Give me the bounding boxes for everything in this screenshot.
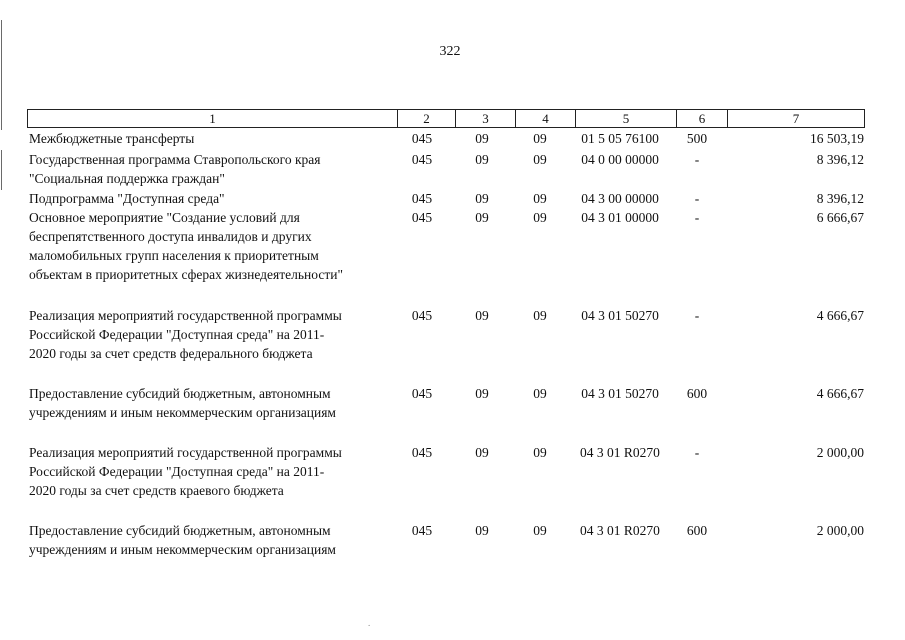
row-name [29,150,401,188]
cell-col-7: 6 666,67 [816,210,864,225]
cell-col-2: 045 [411,152,433,167]
row-name [29,384,401,422]
row-name [29,521,401,559]
row-name-line: 2020 годы за счет средств федерального бюджета [29,346,313,361]
cell-col-3: 09 [475,445,489,460]
cell-col-6: 600 [686,386,708,401]
row-name-line: беспрепятственного доступа инвалидов и других [29,229,312,244]
cell-col-4: 09 [533,523,547,538]
cell-col-7: 16 503,19 [810,131,864,146]
row-name-line: Реализация мероприятий государственной программы [29,308,342,323]
cell-col-4: 09 [533,386,547,401]
cell-col-6: 500 [686,131,708,146]
header-cell-5: 5 [575,110,676,127]
footer-mark: . [368,618,371,628]
cell-col-3: 09 [475,210,489,225]
row-name-line: "Социальная поддержка граждан" [29,171,225,186]
row-name [29,443,401,500]
row-name-line: Подпрограмма "Доступная среда" [29,191,225,206]
cell-col-4: 09 [533,131,547,146]
header-cell-2: 2 [397,110,455,127]
row-name-line: Реализация мероприятий государственной программы [29,445,342,460]
row-name-line: Российской Федерации "Доступная среда" на 2011- [29,464,325,479]
page-number: 322 [439,44,461,59]
cell-col-6: - [694,445,700,460]
row-name [29,208,401,284]
cell-col-3: 09 [475,131,489,146]
row-name-line: Основное мероприятие "Создание условий для [29,210,300,225]
cell-col-6: - [694,152,700,167]
cell-col-3: 09 [475,191,489,206]
cell-col-7: 2 000,00 [816,445,864,460]
cell-col-2: 045 [411,386,433,401]
cell-col-3: 09 [475,386,489,401]
cell-col-2: 045 [411,131,433,146]
cell-col-6: 600 [686,523,708,538]
cell-col-5: 04 3 01 50270 [581,386,659,401]
row-name [29,189,401,208]
row-name-line: Предоставление субсидий бюджетным, автономным [29,386,331,401]
table-header-row [27,109,865,128]
cell-col-7: 4 666,67 [816,308,864,323]
cell-col-3: 09 [475,523,489,538]
row-name-line: Предоставление субсидий бюджетным, автономным [29,523,331,538]
cell-col-4: 09 [533,445,547,460]
cell-col-2: 045 [411,210,433,225]
cell-col-4: 09 [533,308,547,323]
cell-col-7: 8 396,12 [816,152,864,167]
row-name-line: объектам в приоритетных сферах жизнедеятельности" [29,267,343,282]
cell-col-3: 09 [475,308,489,323]
row-name-line: Государственная программа Ставропольского края [29,152,321,167]
cell-col-2: 045 [411,523,433,538]
row-name [29,306,401,363]
cell-col-7: 4 666,67 [816,386,864,401]
header-cell-1: 1 [209,111,216,126]
row-name-line: Российской Федерации "Доступная среда" на 2011- [29,327,325,342]
cell-col-5: 04 3 01 R0270 [580,445,660,460]
row-name-line: учреждениям и иным некоммерческим организациям [29,542,336,557]
cell-col-5: 01 5 05 76100 [581,131,659,146]
row-name [29,129,401,148]
cell-col-4: 09 [533,210,547,225]
cell-col-5: 04 3 01 R0270 [580,523,660,538]
row-name-line: Межбюджетные трансферты [29,131,195,146]
cell-col-6: - [694,191,700,206]
scan-edge-line [1,150,2,190]
header-cell-6: 6 [676,110,727,127]
cell-col-5: 04 3 01 50270 [581,308,659,323]
cell-col-2: 045 [411,191,433,206]
cell-col-2: 045 [411,308,433,323]
cell-col-3: 09 [475,152,489,167]
header-cell-4: 4 [515,110,575,127]
cell-col-5: 04 3 01 00000 [581,210,659,225]
header-cell-3: 3 [455,110,515,127]
cell-col-5: 04 3 00 00000 [581,191,659,206]
cell-col-6: - [694,308,700,323]
cell-col-4: 09 [533,152,547,167]
cell-col-7: 8 396,12 [816,191,864,206]
cell-col-4: 09 [533,191,547,206]
header-cell-7: 7 [727,110,864,127]
cell-col-2: 045 [411,445,433,460]
row-name-line: маломобильных групп населения к приоритетным [29,248,319,263]
cell-col-5: 04 0 00 00000 [581,152,659,167]
cell-col-6: - [694,210,700,225]
row-name-line: 2020 годы за счет средств краевого бюджета [29,483,284,498]
scan-edge-line [1,20,2,130]
cell-col-7: 2 000,00 [816,523,864,538]
row-name-line: учреждениям и иным некоммерческим организациям [29,405,336,420]
